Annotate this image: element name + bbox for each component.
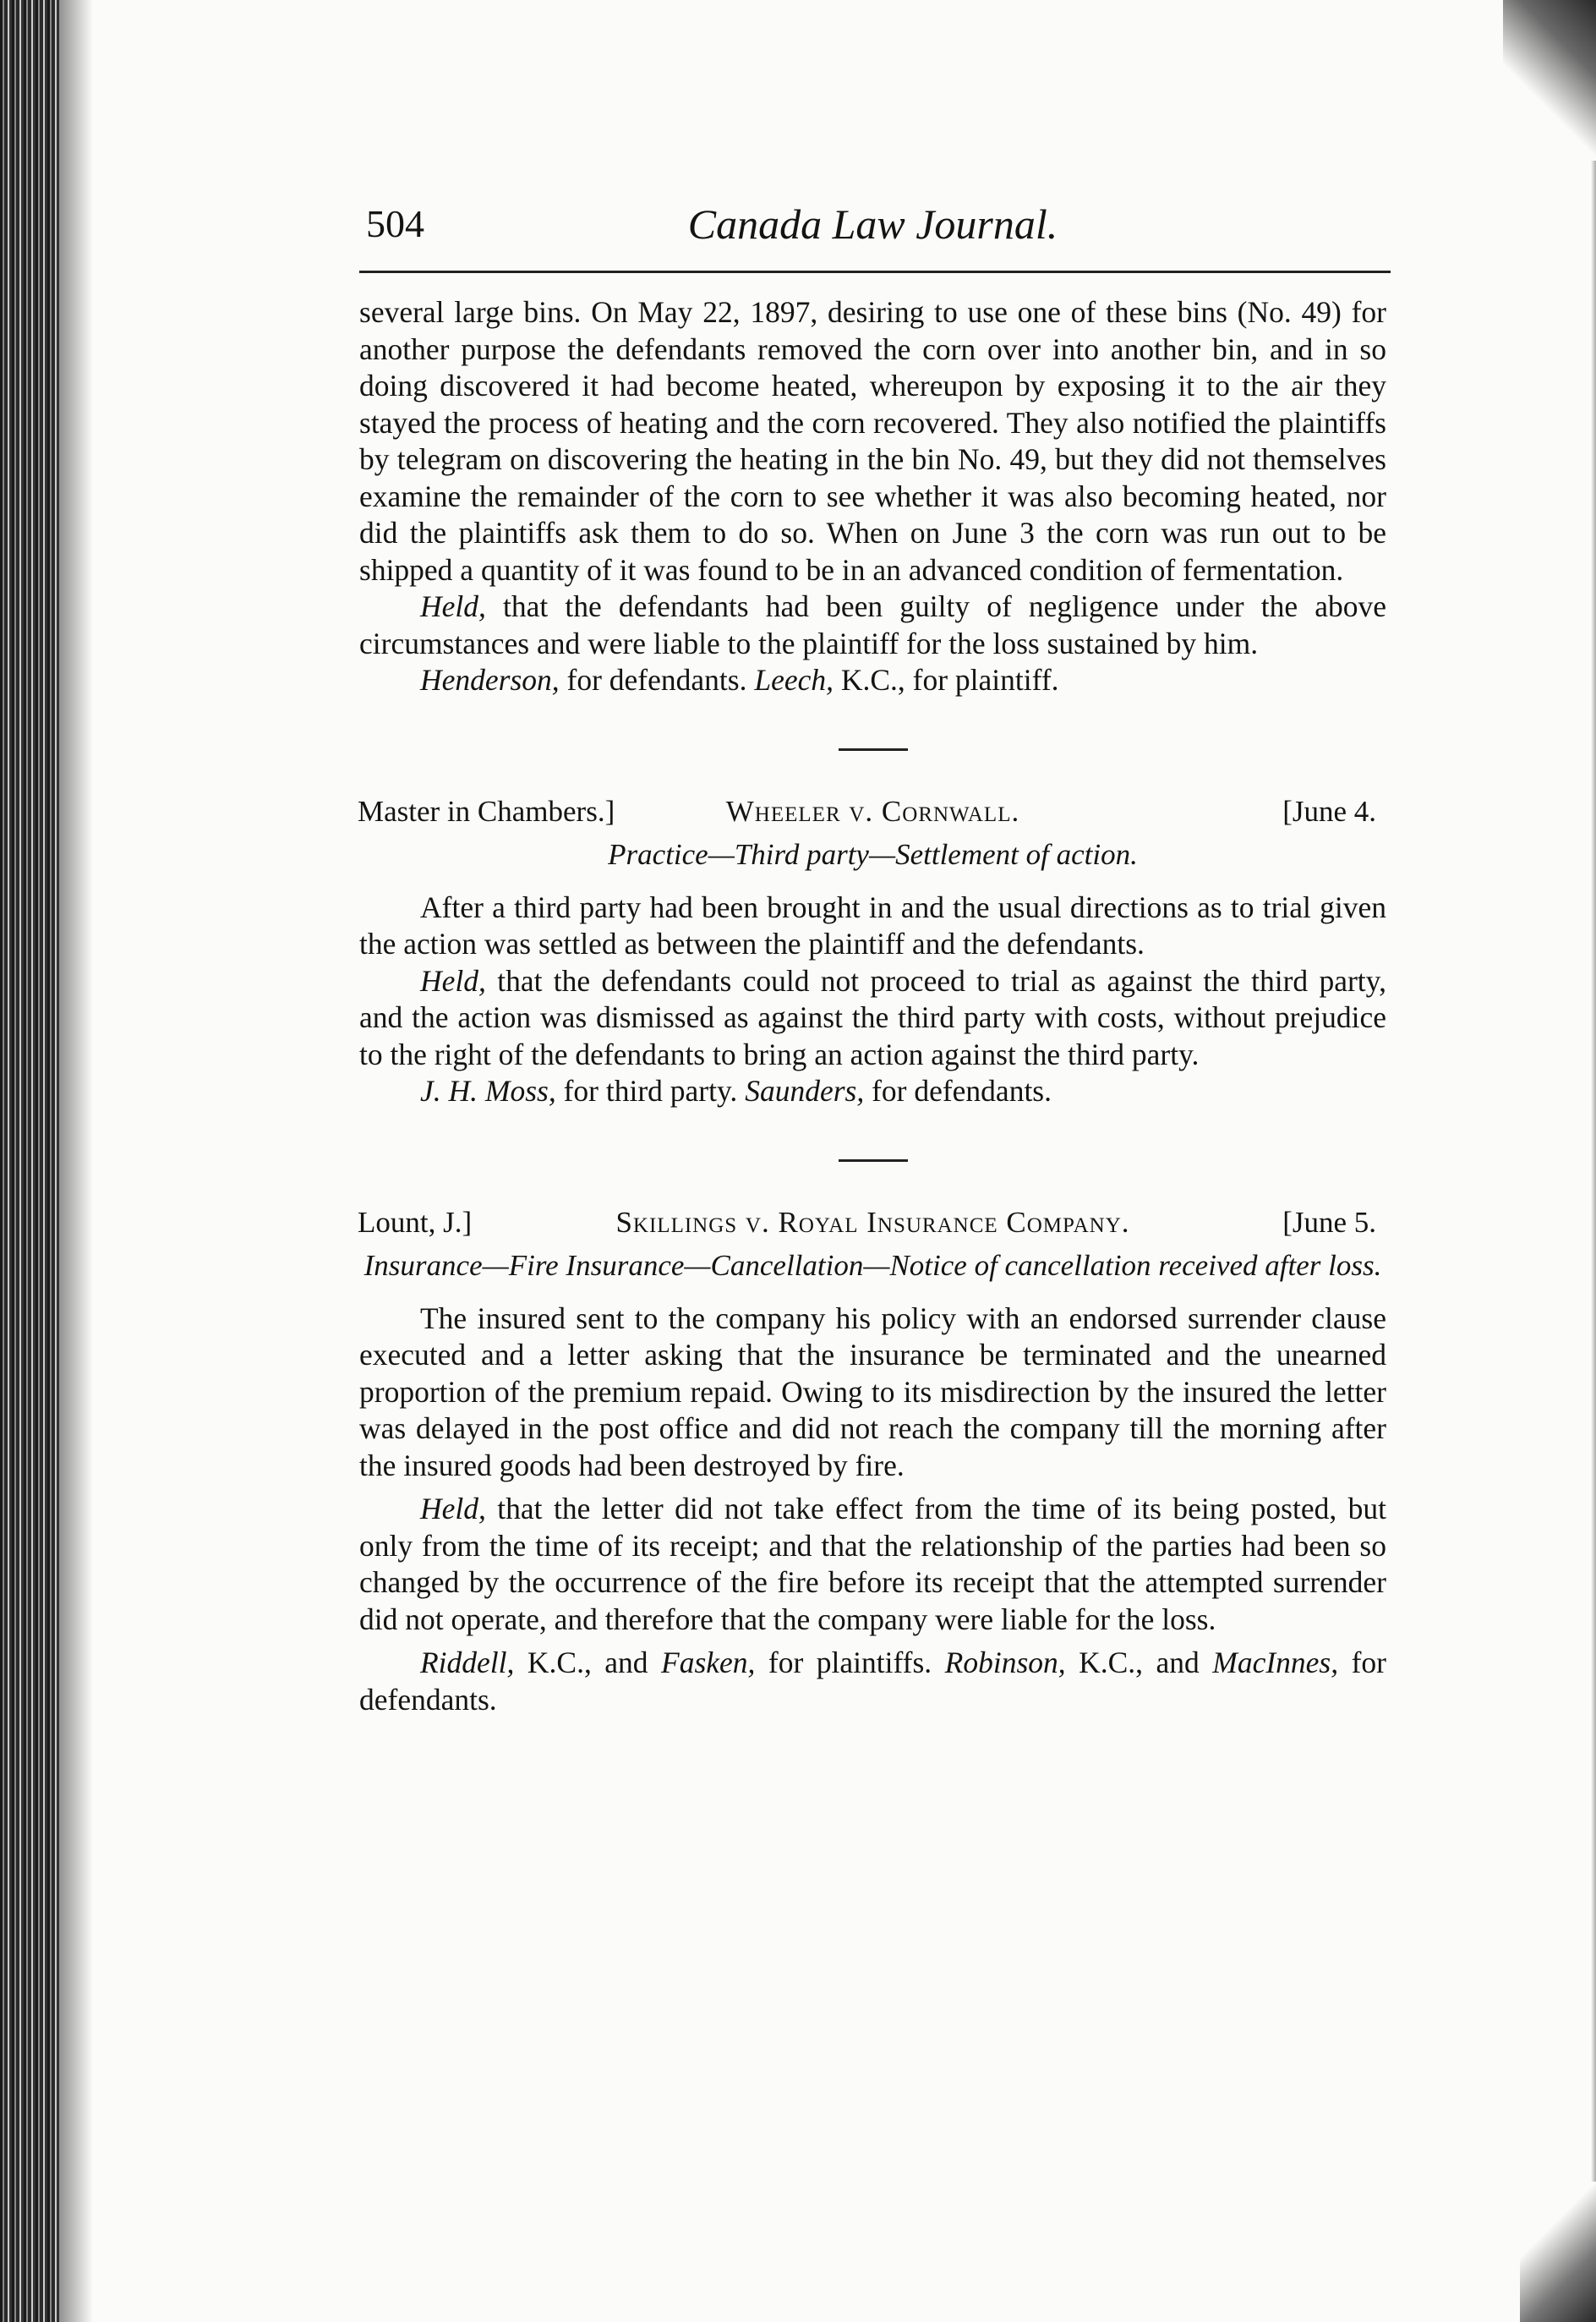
binding-edge-fade — [59, 0, 93, 2322]
section-separator — [839, 1159, 908, 1162]
section-separator — [839, 748, 908, 751]
counsel-line — [359, 1073, 1386, 1110]
held-paragraph — [359, 589, 1386, 662]
journal-title: Canada Law Journal. — [687, 200, 1058, 248]
counsel-role: for plaintiffs. — [755, 1646, 945, 1679]
counsel-role: for defendants. — [359, 1646, 1386, 1717]
case-wheeler-v-cornwall — [359, 795, 1386, 1110]
counsel-role: for third party. — [555, 1074, 746, 1108]
case-subject: Practice—Third party—Settlement of action. — [608, 837, 1138, 871]
case-parties: Wheeler v. Cornwall. — [725, 794, 1020, 828]
case-date: [June 5. — [1282, 1205, 1376, 1239]
held-label: Held, — [420, 589, 486, 623]
court-name: Master in Chambers.] — [358, 794, 615, 828]
running-head — [359, 193, 1386, 269]
page-number: 504 — [366, 202, 424, 245]
bottom-margin — [359, 1718, 1386, 1735]
counsel-name: J. H. Moss, — [420, 1074, 556, 1108]
counsel-name: Leech, — [754, 663, 834, 697]
counsel-name: Fasken, — [661, 1646, 756, 1679]
case-continued — [359, 294, 1386, 699]
counsel-line — [359, 1645, 1386, 1718]
held-text: that the defendants could not proceed to trial as against the third party, and the action was dismissed as against the third party with costs, without prejudice to the right of the defendants to bring an action against the third party. — [359, 963, 1386, 1071]
counsel-name: Saunders, — [745, 1074, 865, 1108]
page-content — [359, 193, 1386, 1735]
counsel-name: Henderson, — [420, 663, 560, 697]
page-corner-shadow-bottom — [1520, 2178, 1596, 2322]
counsel-role: for defendants. — [864, 1074, 1052, 1108]
held-paragraph — [359, 963, 1386, 1074]
case-body-paragraph: several large bins. On May 22, 1897, desiring to use one of these bins (No. 49) for another purpose the defendants removed the corn over into another bin, and in so doing discovered it had become heated, whereupon by exposing it to the air they stayed the process of heating and the corn recovered. They also notified the plaintiffs by telegram on discovering the heating in the bin No. 49, but they did not themselves examine the remainder of the corn to see whether it was also becoming heated, nor did the plaintiffs ask them to do so. When on June 3 the corn was run out to be shipped a quantity of it was found to be in an advanced condition of fermentation. — [359, 295, 1386, 587]
page-corner-shadow-top — [1503, 0, 1596, 161]
case-heading — [359, 795, 1386, 834]
counsel-name: Riddell, — [420, 1646, 515, 1679]
held-text: that the letter did not take effect from the time of its being posted, but only from the time of its receipt; and that the relationship of the parties had been so changed by the occurrence of the fire before its receipt that the attempted surrender did not operate, and therefore that the company were liable for the loss. — [359, 1492, 1386, 1636]
counsel-role: K.C., and — [1065, 1646, 1213, 1679]
header-rule — [359, 271, 1391, 273]
counsel-line — [359, 662, 1386, 699]
counsel-name: MacInnes, — [1212, 1646, 1339, 1679]
case-subject: Insurance—Fire Insurance—Cancellation—Notice of cancellation received after loss. — [363, 1248, 1382, 1282]
case-date: [June 4. — [1282, 794, 1376, 828]
counsel-role: K.C., for plaintiff. — [833, 663, 1059, 697]
counsel-name: Robinson, — [944, 1646, 1066, 1679]
page-edge-shadow-right — [1591, 161, 1596, 2182]
counsel-role: K.C., and — [514, 1646, 662, 1679]
case-body-paragraph: After a third party had been brought in and the usual directions as to trial given the action was settled as between the plaintiff and the defendants. — [359, 890, 1386, 961]
binding-edge-shadow — [0, 0, 59, 2322]
held-label: Held, — [420, 963, 486, 998]
case-body-paragraph: The insured sent to the company his policy with an endorsed surrender clause executed and a letter asking that the insurance be terminated and the unearned proportion of the premium repaid. Owing to its misdirection by the insured the letter was delayed in the post office and did not reach the company till the morning after the insured goods had been destroyed by fire. — [359, 1301, 1386, 1482]
court-name: Lount, J.] — [358, 1205, 473, 1239]
case-parties: Skillings v. Royal Insurance Company. — [615, 1205, 1130, 1239]
case-heading — [359, 1206, 1386, 1245]
counsel-role: for defendants. — [559, 663, 755, 697]
held-text: that the defendants had been guilty of negligence under the above circumstances and were liable to the plaintiff for the loss sustained by him. — [359, 589, 1386, 660]
held-paragraph — [359, 1491, 1386, 1638]
held-label: Held, — [420, 1492, 486, 1525]
case-skillings-v-royal-insurance — [359, 1206, 1386, 1719]
